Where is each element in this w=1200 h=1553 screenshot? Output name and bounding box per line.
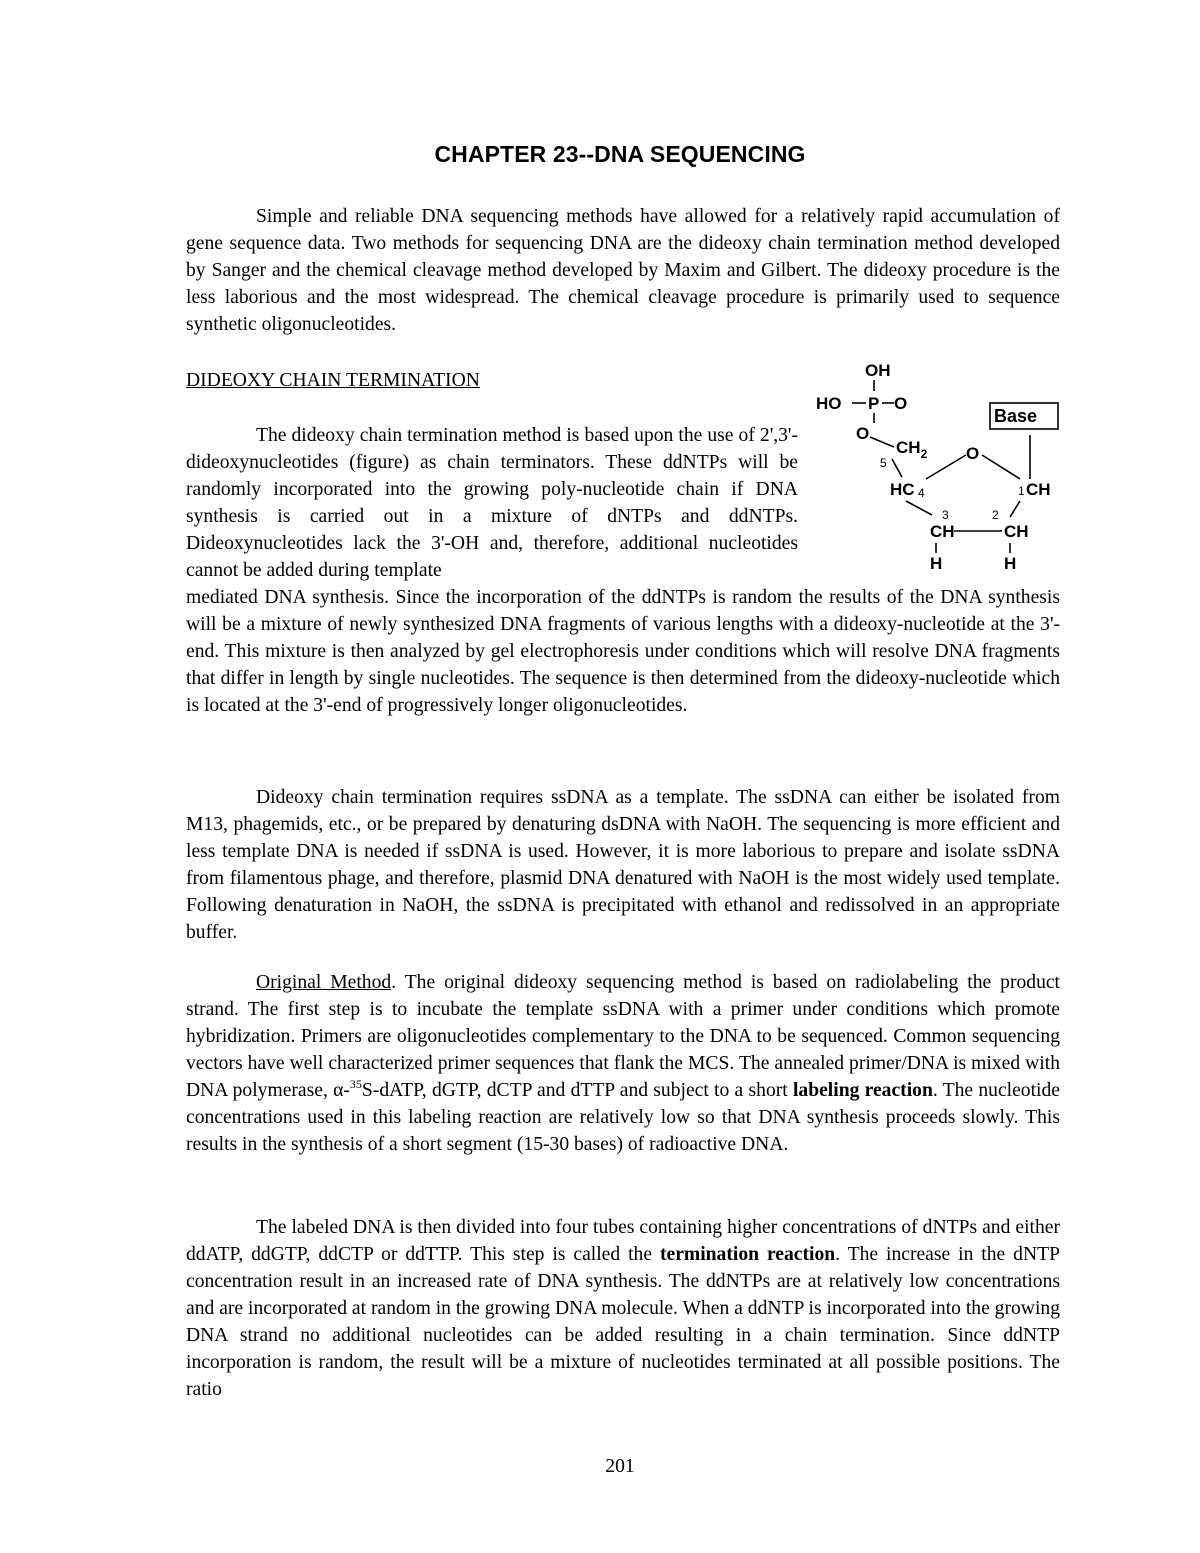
carbon-3-number: 3 [942,508,949,522]
ester-o-label: O [856,424,870,443]
h-3-label: H [930,554,943,573]
isotope-superscript: 35 [349,1077,362,1091]
template-paragraph: Dideoxy chain termination requires ssDNA as a template. The ssDNA can either be isolated from M13, phagemids, etc., or be prepared by denaturing dsDNA with NaOH. The sequencing is more efficient and less template DNA is needed if ssDNA is used. However, it is more laborious to prepare and isolate ssDNA from filamentous phage, and therefore, plasmid DNA denatured with NaOH is the most widely used template. Following denaturation in NaOH, the ssDNA is precipitated with ethanol and redissolved in an appropriate buffer. [186,787,1060,943]
base-label: Base [994,406,1038,426]
dideoxy-paragraph-wrapped: The dideoxy chain termination method is based upon the use of 2',3'-dideoxynucleotides (figure) as chain terminators. These ddNTPs will be randomly incorporated into the growing poly-nucleotide chain if DNA synthesis is carried out in a mixture of dNTPs and ddNTPs. Dideoxynucleotides lack the 3'-OH and, therefore, additional nucleotides cannot be added during template [186,425,798,581]
h-2-label: H [1004,554,1017,573]
carbon-1-number: 1 [1018,484,1025,498]
hc-label: HC [890,480,915,499]
original-method-label: Original Method [256,972,392,993]
dideoxy-paragraph-continued: mediated DNA synthesis. Since the incorporation of the ddNTPs is random the results of the DNA synthesis will be a mixture of newly synthesized DNA fragments of various lengths with a dideoxy-nucleotide at the 3'-end. This mixture is then analyzed by gel electrophoresis under conditions which will resolve DNA fragments that differ in length by single nucleotides. The sequence is then determined from the dideoxy-nucleotide which is located at the 3'-end of progressively longer oligonucleotides. [186,587,1060,716]
ring-o-label: O [966,444,980,463]
oh-label: OH [865,361,891,380]
original-method-paragraph [186,969,1060,1158]
labeling-reaction-term: labeling reaction [792,1080,933,1101]
ch2-label [896,438,928,461]
page-number: 201 [605,1456,635,1477]
phosphate-o-label: O [894,394,908,413]
ch2-main: CH [896,438,921,457]
labeled-text-1: The labeled DNA is then divided into four tubes containing higher concentrations of dNTPs and either ddATP, ddGTP, ddCTP or ddTTP. This step is called the [186,1217,1060,1265]
termination-reaction-term: termination reaction [659,1244,836,1265]
ch-1-label: CH [1026,480,1051,499]
ch-3-label: CH [930,522,955,541]
dideoxynucleotide-structure-figure [808,355,1068,577]
carbon-5-number: 5 [880,456,887,470]
carbon-4-number: 4 [918,486,925,500]
carbon-2-number: 2 [992,508,999,522]
phosphorus-label: P [868,394,880,413]
section-heading: DIDEOXY CHAIN TERMINATION [186,370,480,391]
ch2-subscript: 2 [920,447,928,461]
intro-paragraph: Simple and reliable DNA sequencing methods have allowed for a relatively rapid accumulation of gene sequence data. Two methods for sequencing DNA are the dideoxy chain termination method developed by Sanger and the chemical cleavage method developed by Maxim and Gilbert. The dideoxy procedure is the less laborious and the most widespread. The chemical cleavage procedure is primarily used to sequence synthetic oligonucleotides. [186,206,1060,335]
labeled-text-2: . The increase in the dNTP concentration result in an increased rate of DNA synthesis. The ddNTPs are at relatively low concentrations and are incorporated at random in the growing DNA molecule. When a ddNTP is incorporated into the growing DNA strand no additional nucleotides can be added resulting in a chain termination. Since ddNTP incorporation is random, the result will be a mixture of nucleotides terminated at all possible positions. The ratio [186,1244,1060,1400]
ch-2-label: CH [1004,522,1029,541]
original-method-text-2: S-dATP, dGTP, dCTP and dTTP and subject to a short [361,1080,793,1101]
original-method-text-3: . The nucleotide concentrations used in this labeling reaction are relatively low so that DNA synthesis proceeds slowly. This results in the synthesis of a short segment (15-30 bases) of radioactive DNA. [186,1080,1060,1155]
original-method-text-1: . The original dideoxy sequencing method is based on radiolabeling the product strand. The first step is to incubate the template ssDNA with a primer under conditions which promote hybridization. Primers are oligonucleotides complementary to the DNA to be sequenced. Common sequencing vectors have well characterized primer sequences that flank the MCS. The annealed primer/DNA is mixed with DNA polymerase, α- [186,972,1061,1101]
chapter-title: CHAPTER 23--DNA SEQUENCING [434,141,806,167]
labeled-dna-paragraph [186,1214,1060,1403]
ho-label: HO [816,394,842,413]
